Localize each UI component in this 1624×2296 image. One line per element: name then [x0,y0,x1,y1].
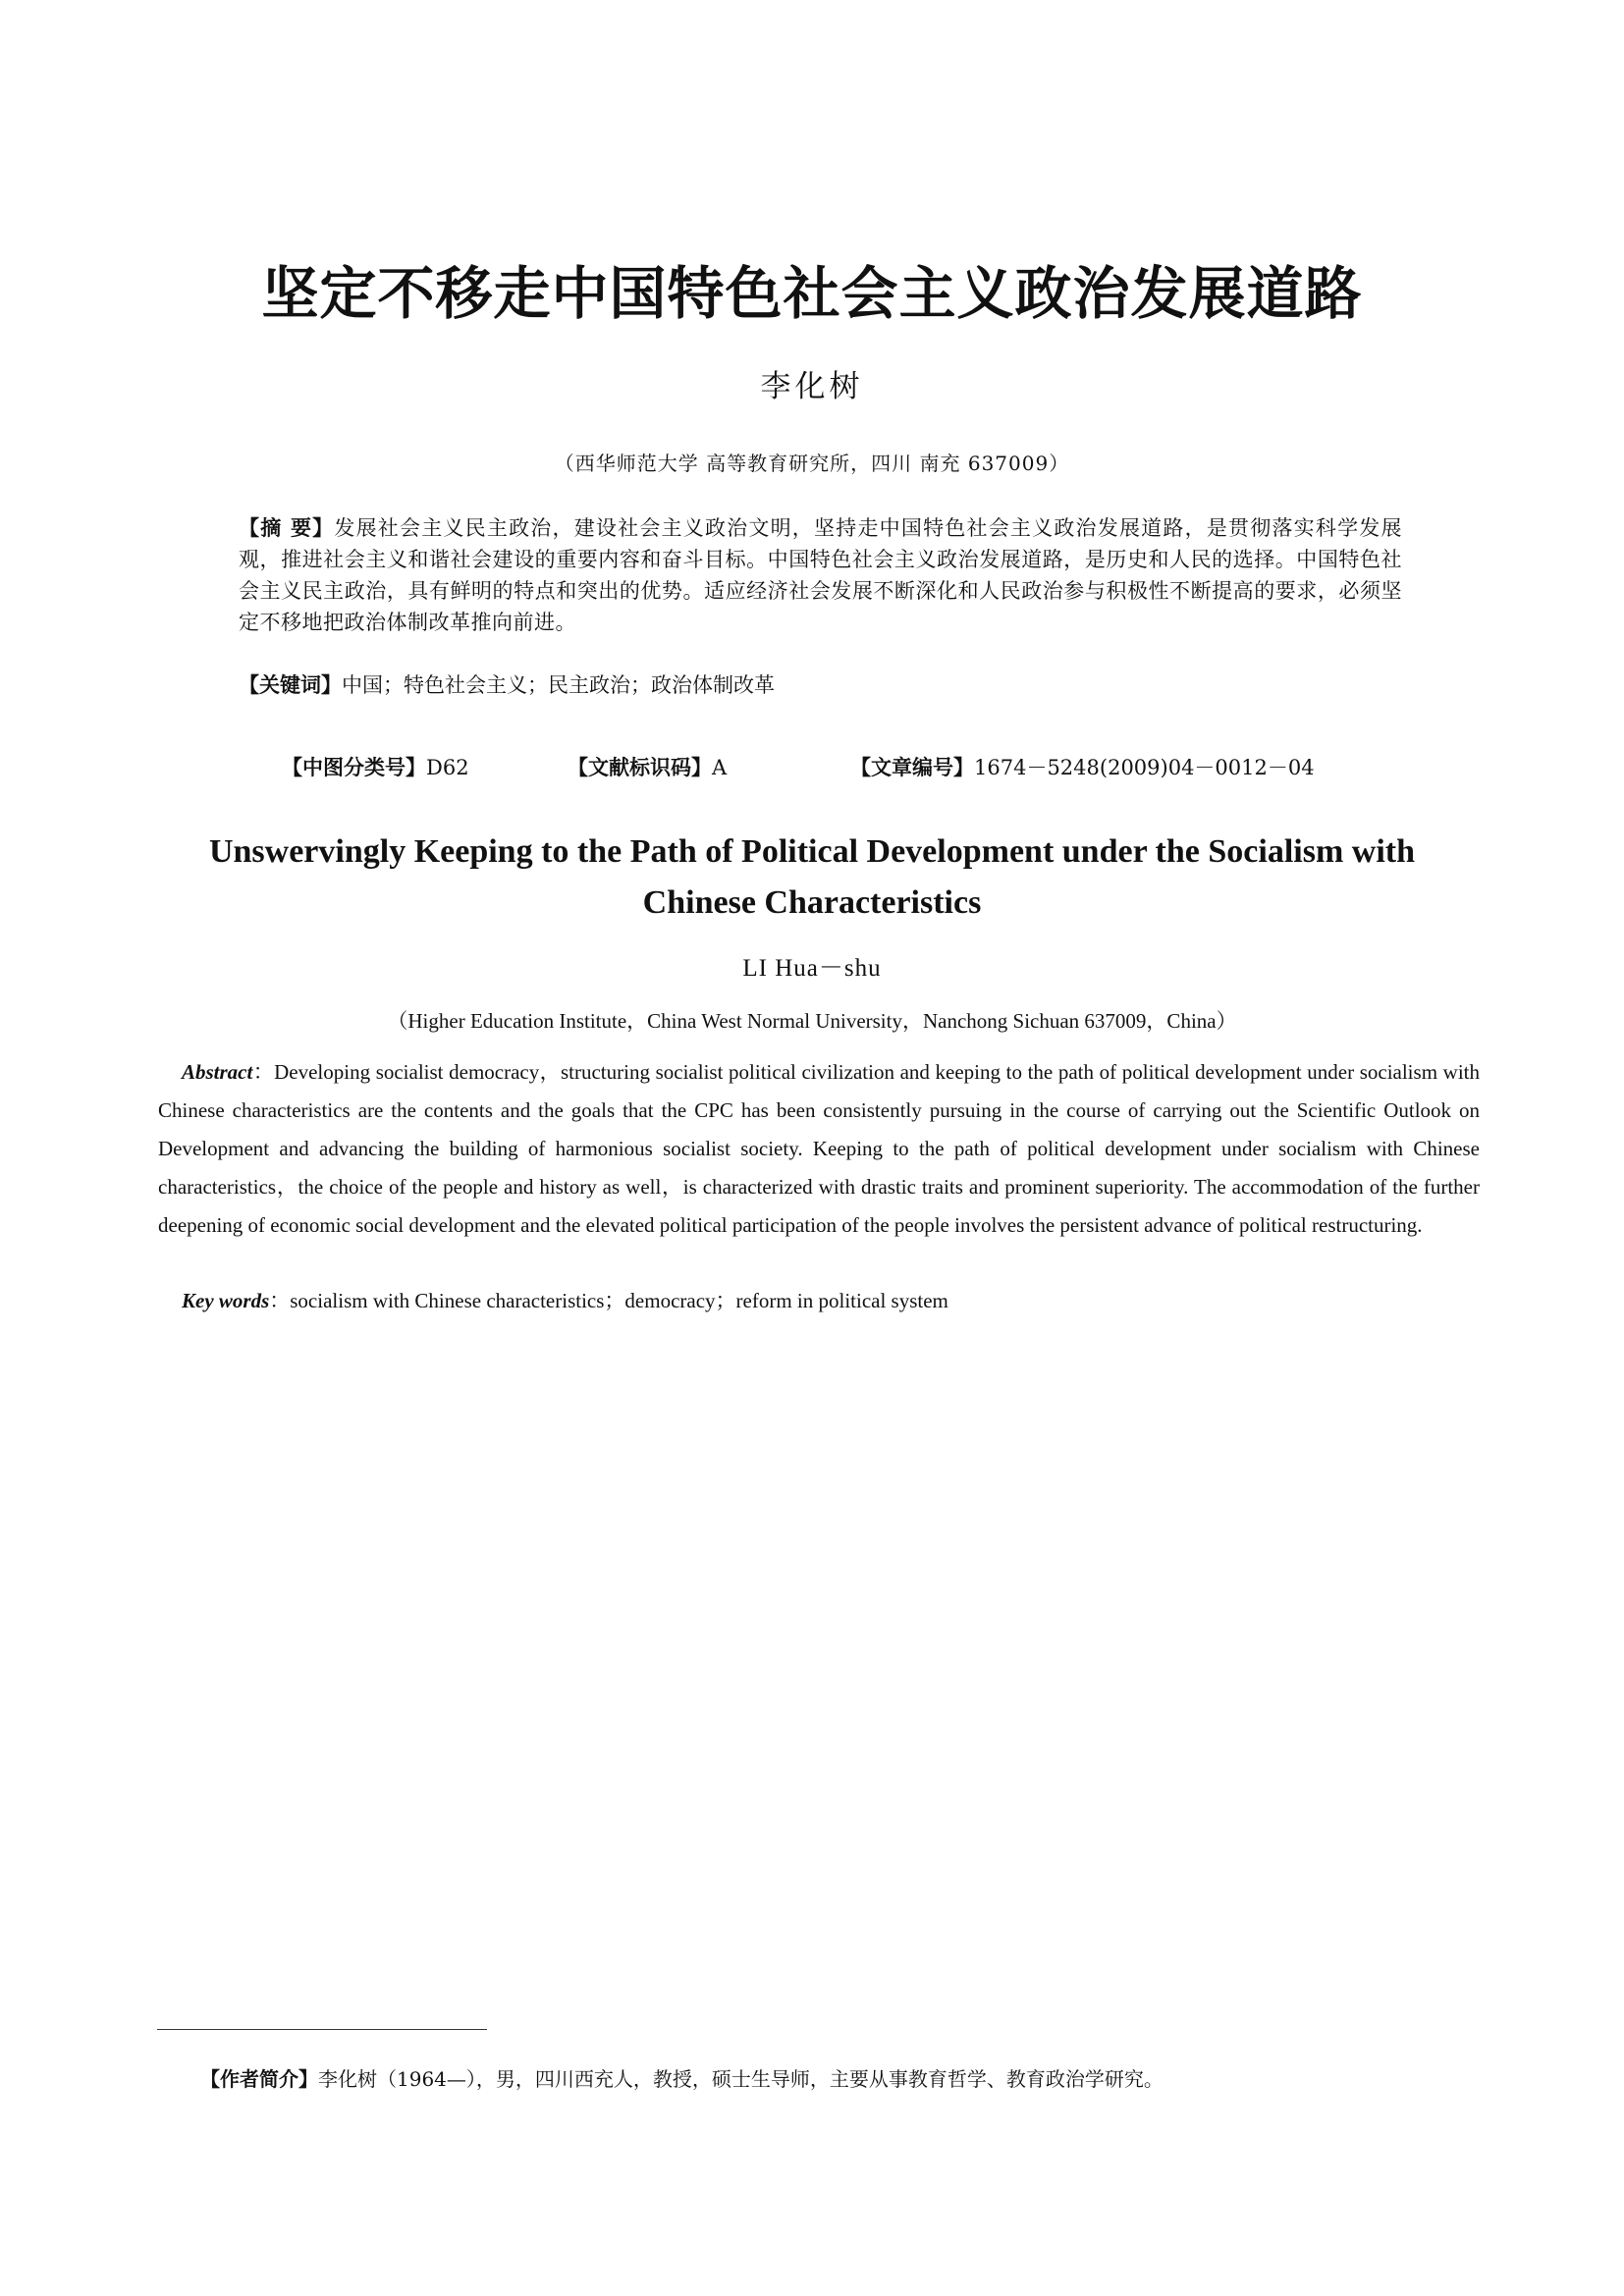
footnote-divider [157,2029,487,2030]
chinese-abstract [239,512,1402,638]
chinese-keywords-text: 中国；特色社会主义；民主政治；政治体制改革 [342,673,775,697]
document-code-value: A [712,756,728,779]
clc-value: D62 [426,756,469,779]
english-title: Unswervingly Keeping to the Path of Political Development under the Socialism with Chinese Characteristics [208,833,1416,921]
chinese-keywords [239,669,1402,701]
chinese-title: 坚定不移走中国特色社会主义政治发展道路 [261,260,1363,327]
document-code-label: 【文献标识码】 [568,756,712,779]
chinese-author: 李化树 [760,369,864,404]
english-affiliation: （Higher Education Institute，China West Normal University，Nanchong Sichuan 637009，China） [387,1009,1237,1033]
english-keywords [182,1282,1480,1320]
chinese-affiliation: （西华师范大学 高等教育研究所，四川 南充 637009） [554,452,1070,475]
english-keywords-text: ：socialism with Chinese characteristics；democracy；reform in political system [269,1289,948,1312]
english-abstract [158,1053,1480,1245]
chinese-abstract-text: 发展社会主义民主政治，建设社会主义政治文明，坚持走中国特色社会主义政治发展道路，是贯彻落实科学发展观，推进社会主义和谐社会建设的重要内容和奋斗目标。中国特色社会主义政治发展道路，是历史和人民的选择。中国特色社会主义民主政治，具有鲜明的特点和突出的优势。适应经济社会发展不断深化和人民政治参与积极性不断提高的要求，必须坚定不移地把政治体制改革推向前进。 [239,516,1403,634]
chinese-keywords-label: 【关键词】 [239,673,342,697]
english-abstract-label: Abstract [182,1060,253,1084]
author-footnote [200,2063,1428,2092]
article-number-value: 1674－5248(2009)04－0012－04 [974,756,1315,779]
clc-number [282,752,469,781]
english-author: LI Hua－shu [742,955,882,982]
footnote-label: 【作者简介】 [200,2067,318,2091]
english-abstract-text: ：Developing socialist democracy，structuring socialist political civilization and keeping to the path of political development under socialism with Chinese characteristics are the contents and the goals that the CPC has been consistently pursuing in the course of carrying out the Scientific Outlook on Development and advancing the building of harmonious socialist society. Keeping to the path of political development under socialism with Chinese characteristics，the choice of the people and history as well，is characterized with drastic traits and prominent superiority. The accommodation of the further deepening of economic social development and the elevated political participation of the people involves the persistent advance of political restructuring. [158,1060,1480,1237]
article-number-label: 【文章编号】 [850,756,974,779]
article-number [850,752,1315,781]
chinese-abstract-label: 【摘 要】 [239,516,335,540]
document-code [568,752,727,781]
english-keywords-label: Key words [182,1289,270,1312]
footnote-text: 李化树（1964—），男，四川西充人，教授，硕士生导师，主要从事教育哲学、教育政治学研究。 [318,2067,1164,2091]
clc-label: 【中图分类号】 [282,756,426,779]
